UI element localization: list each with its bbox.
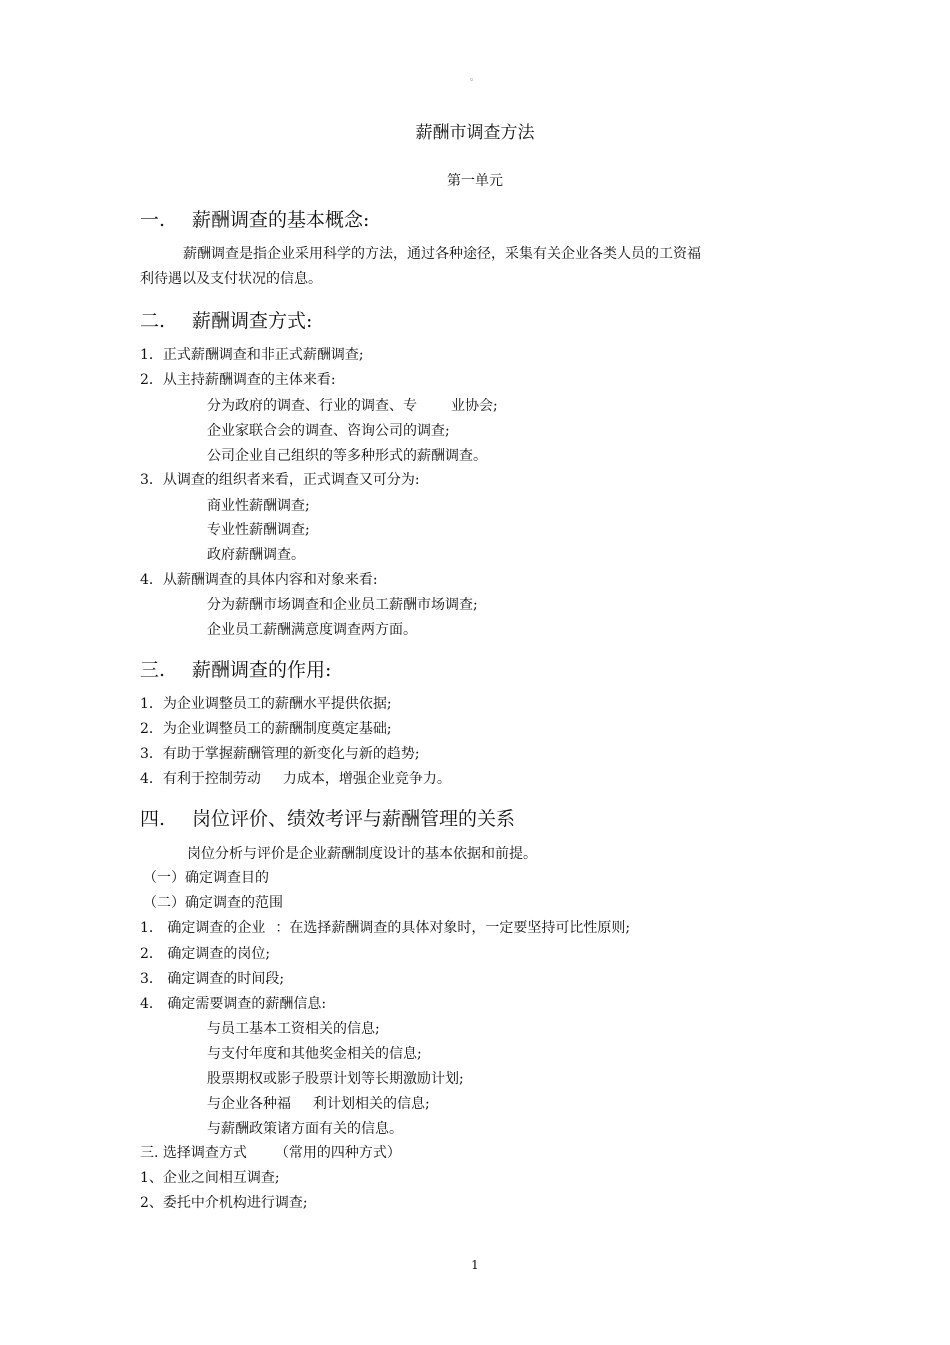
text-segment: 与企业各种福 [207,1096,291,1112]
list-item [140,917,630,937]
list-subitem: 与支付年度和其他奖金相关的信息; [207,1046,422,1062]
list-subitem [207,395,498,415]
text-segment: 1． 确定调查的企业 [140,920,266,936]
list-item: 4． 确定需要调查的薪酬信息: [140,996,327,1012]
text-segment: 三. 选择调查方式 [140,1145,247,1161]
list-item: 2．为企业调整员工的薪酬制度奠定基础; [140,721,392,737]
list-item: 1．正式薪酬调查和非正式薪酬调查; [140,347,364,363]
list-subitem: 企业家联合会的调查、咨询公司的调查; [207,423,450,439]
subsection-heading: （二）确定调查的范围 [143,895,283,911]
header-mark: 。 [470,73,480,83]
list-item: 1、企业之间相互调查; [140,1170,280,1186]
list-subitem [207,1093,430,1113]
subsection-heading [140,1142,401,1162]
list-subitem: 股票期权或影子股票计划等长期激励计划; [207,1071,464,1087]
document-title: 薪酬市调查方法 [415,123,535,143]
list-subitem: 与薪酬政策诸方面有关的信息。 [207,1121,403,1137]
list-item: 4．从薪酬调查的具体内容和对象来看: [140,572,378,588]
section-heading-3 [140,655,331,682]
paragraph-line: 岗位分析与评价是企业薪酬制度设计的基本依据和前提。 [187,846,537,862]
section-title: 薪酬调查的基本概念: [192,209,370,231]
list-subitem: 与员工基本工资相关的信息; [207,1021,380,1037]
list-item: 2．从主持薪酬调查的主体来看: [140,372,336,388]
list-subitem: 分为薪酬市场调查和企业员工薪酬市场调查; [207,597,478,613]
list-subitem: 企业员工薪酬满意度调查两方面。 [207,622,417,638]
section-heading-1 [140,205,369,232]
list-subitem: 政府薪酬调查。 [207,547,305,563]
list-item: 1．为企业调整员工的薪酬水平提供依据; [140,696,392,712]
list-item: 2、委托中介机构进行调查; [140,1195,308,1211]
list-item: 3．有助于掌握薪酬管理的新变化与新的趋势; [140,746,420,762]
text-segment: 业协会; [451,398,498,414]
page-number: 1 [471,1258,479,1272]
text-segment: （常用的四种方式） [274,1145,401,1161]
section-title: 薪酬调查的作用: [192,659,332,681]
section-number: 三. [140,659,166,681]
section-number: 四. [140,808,166,830]
list-item: 3．从调查的组织者来看，正式调查又可分为: [140,472,420,488]
section-number: 一. [140,209,166,231]
list-item: 2． 确定调查的岗位; [140,946,271,962]
text-segment: 利计划相关的信息; [313,1096,430,1112]
section-heading-2 [140,306,312,333]
subsection-heading: （一）确定调查目的 [143,870,269,886]
document-subtitle: 第一单元 [447,173,503,189]
text-segment: 4．有利于控制劳动 [140,771,261,787]
list-item [140,768,451,788]
section-title: 薪酬调查方式: [192,310,313,332]
text-segment: 分为政府的调查、行业的调查、专 [207,398,417,414]
list-subitem: 公司企业自己组织的等多种形式的薪酬调查。 [207,448,487,464]
section-heading-4 [140,804,515,831]
text-segment: ：在选择薪酬调查的具体对象时，一定要坚持可比性原则; [275,920,631,936]
list-subitem: 专业性薪酬调查; [207,522,310,538]
list-subitem: 商业性薪酬调查; [207,498,310,514]
paragraph-line: 利待遇以及支付状况的信息。 [140,271,322,287]
section-number: 二. [140,310,166,332]
paragraph-line: 薪酬调查是指企业采用科学的方法，通过各种途径，采集有关企业各类人员的工资福 [183,246,701,262]
text-segment: 力成本，增强企业竞争力。 [282,771,451,787]
section-title: 岗位评价、绩效考评与薪酬管理的关系 [192,808,516,830]
list-item: 3． 确定调查的时间段; [140,971,285,987]
